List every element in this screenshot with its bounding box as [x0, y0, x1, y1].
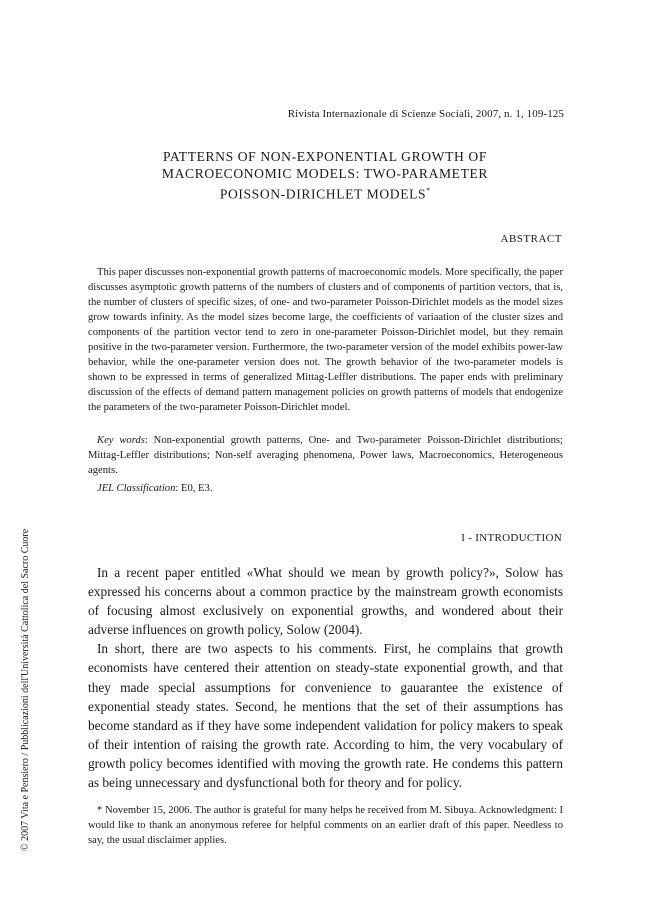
abstract-text: This paper discusses non-exponential growth patterns of macroeconomic models. More specifically, the paper discusses asymptotic growth patterns of the numbers of clusters and of components of partition vectors, that is, the number of clusters of specific sizes, of one- and two-parameter Poisson-Dirichlet models as the model sizes grow towards infinity. As the model sizes become large, the coefficients of variaation of the cluster sizes and components of the partition vector tend to zero in one-parameter Poisson-Dirichlet model, but they remain positive in the two-parameter version. Furthermore, the two-parameter version of the model exhibits power-law behavior, while the one-parameter version does not. The growth behavior of the two-parameter models is shown to be expressed in terms of generalized Mittag-Leffler distributions. The paper ends with preliminary discussion of the effects of demand pattern management policies on growth patterns of models that endogenize the parameters of the two-parameter Poisson-Dirichlet model. [88, 267, 563, 413]
section-heading: I - INTRODUCTION [461, 532, 562, 544]
copyright-sidebar: © 2007 Vita e Pensiero / Pubblicazioni dell'Università Cattolica del Sacro Cuore [20, 528, 31, 851]
journal-citation: Rivista Internazionale di Scienze Sociali, 2007, n. 1, 109-125 [287, 108, 564, 120]
jel-classification [97, 481, 212, 496]
paragraph-1: In a recent paper entitled «What should we mean by growth policy?», Solow has expressed his concerns about a common practice by the mainstream growth economists of focusing almost exclusively on exponential growths, and wondered about their adverse influences on growth policy, Solow (2004). [88, 565, 563, 638]
jel-text: : E0, E3. [175, 483, 213, 494]
introduction-body [88, 563, 563, 792]
title-line-1: PATTERNS OF NON-EXPONENTIAL GROWTH OF [162, 149, 488, 164]
title-line-3 [0, 182, 650, 203]
title-footnote-mark: * [426, 186, 431, 195]
paper-title [0, 148, 650, 203]
keywords-label: Key words [97, 435, 145, 446]
title-line-3-text: POISSON-DIRICHLET MODELS [219, 186, 427, 202]
title-line-2: MACROECONOMIC MODELS: TWO-PARAMETER [161, 166, 489, 181]
footnote: * November 15, 2006. The author is grateful for many helps he received from M. Sibuya. Acknowledgment: I would like to thank an anonymous referee for helpful comments on an earlier draft of this paper. Needless to say, the usual disclaimer applies. [88, 805, 563, 846]
paragraph-2: In short, there are two aspects to his comments. First, he complains that growth economists have centered their attention on steady-state exponential growth, and that they made special assumptions for convenience to gauarantee the existence of exponential steady states. Second, he mentions that the set of their assumptions has become standard as if they have some independent validation for policy makers to speak of their intention of raising the growth rate. According to him, the very vocabulary of growth policy becomes identified with moving the growth rate. He condems this pattern as being unnecessary and dysfunctional both for theory and for policy. [88, 641, 563, 791]
keywords [88, 433, 563, 478]
abstract-heading: ABSTRACT [500, 233, 562, 245]
jel-label: JEL Classification [97, 483, 176, 494]
keywords-text: : Non-exponential growth patterns, One- and Two-parameter Poisson-Dirichlet distributions; Mittag-Leffler distributions; Non-self averaging phenomena, Power laws, Macroeconomics, Heterogeneous agents. [88, 435, 563, 476]
